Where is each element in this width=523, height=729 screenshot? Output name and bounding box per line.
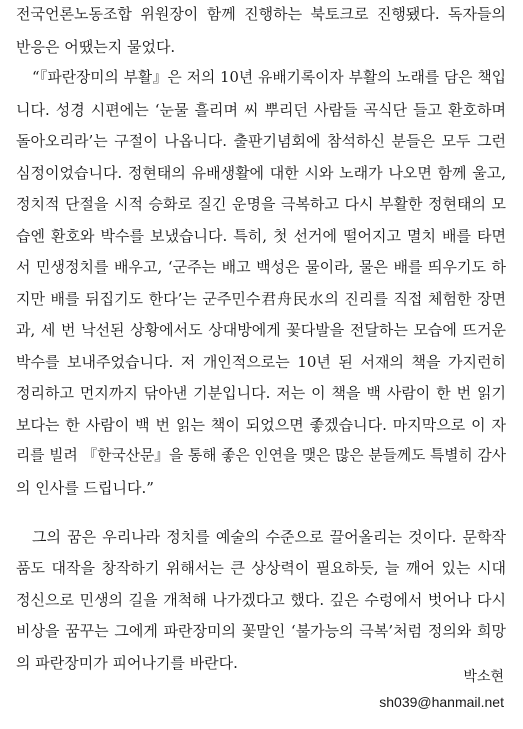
quote-line-3: 돌아오리라’는 구절이 나옵니다. 출판기념회에 참석하신 분들은 모두 그런 bbox=[16, 132, 506, 150]
quote-line-7: 서 민생정치를 배우고, ‘군주는 배고 백성은 물이라, 물은 배를 띄우기도 하 bbox=[16, 258, 506, 276]
quote-line-10: 박수를 보내주었습니다. 저 개인적으로는 10년 된 서재의 책을 가지런히 bbox=[16, 353, 506, 371]
paragraph-1-line-1: 전국언론노동조합 위원장이 함께 진행하는 북토크로 진행됐다. 독자들의 bbox=[16, 5, 506, 23]
quote-line-1: “『파란장미의 부활』은 저의 10년 유배기록이자 부활의 노래를 담은 책입 bbox=[32, 69, 506, 86]
quote-line-14: 의 인사를 드립니다.” bbox=[16, 479, 154, 497]
quote-line-11: 정리하고 먼지까지 닦아낸 기분입니다. 저는 이 책을 백 사람이 한 번 읽기 bbox=[16, 384, 506, 402]
author-email: sh039@hanmail.net bbox=[379, 694, 504, 710]
author-name: 박소현 bbox=[463, 669, 504, 685]
quote-line-4: 심정이었습니다. 정현태의 유배생활에 대한 시와 노래가 나오면 함께 울고, bbox=[16, 164, 506, 182]
quote-line-2: 니다. 성경 시편에는 ‘눈물 흘리며 씨 뿌리던 사람들 곡식단 들고 환호하며 bbox=[16, 101, 506, 119]
quote-line-6: 습엔 환호와 박수를 보냈습니다. 특히, 첫 선거에 떨어지고 멸치 배를 타면 bbox=[16, 227, 506, 245]
paragraph-2-line-2: 품도 대작을 창작하기 위해서는 큰 상상력이 필요하듯, 늘 깨어 있는 시대 bbox=[16, 559, 506, 577]
quote-line-12: 보다는 한 사람이 백 번 읽는 책이 되었으면 좋겠습니다. 마지막으로 이 자 bbox=[16, 416, 506, 434]
quote-line-13: 리를 빌려 『한국산문』을 통해 좋은 인연을 맺은 많은 분들께도 특별히 감사 bbox=[16, 447, 506, 464]
quote-line-9: 과, 세 번 낙선된 상황에서도 상대방에게 꽃다발을 전달하는 모습에 뜨거운 bbox=[16, 321, 506, 339]
paragraph-2-line-5: 의 파란장미가 피어나기를 바란다. bbox=[16, 654, 238, 672]
paragraph-1-line-2: 반응은 어땠는지 물었다. bbox=[16, 38, 176, 56]
quote-line-8: 지만 배를 뒤집기도 한다’는 군주민수君舟民水의 진리를 직접 체험한 장면 bbox=[16, 290, 506, 308]
paragraph-2-line-4: 비상을 꿈꾸는 그에게 파란장미의 꽃말인 ‘불가능의 극복’처럼 정의와 희망 bbox=[16, 622, 506, 640]
paragraph-2-line-1: 그의 꿈은 우리나라 정치를 예술의 수준으로 끌어올리는 것이다. 문학작 bbox=[32, 528, 506, 546]
quote-line-5: 정치적 단절을 시적 승화로 질긴 운명을 극복하고 다시 부활한 정현태의 모 bbox=[16, 195, 506, 213]
paragraph-2-line-3: 정신으로 민생의 길을 개척해 나가겠다고 했다. 깊은 수렁에서 벗어나 다시 bbox=[16, 591, 506, 609]
